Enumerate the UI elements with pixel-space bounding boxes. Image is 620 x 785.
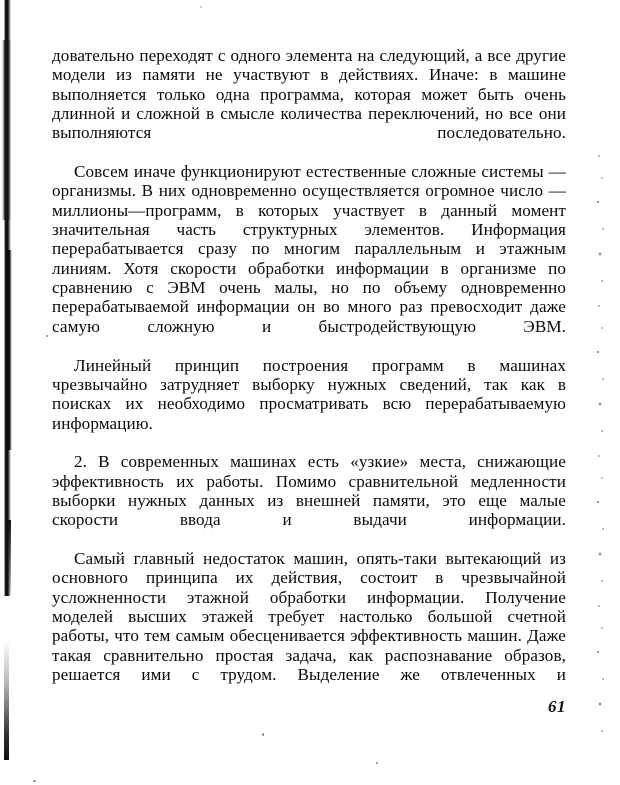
gutter-fade xyxy=(5,520,11,596)
paragraph-5: Самый главный недостаток машин, опять-таки вытекающий из основного принципа их действия, состоит в чрезвычайной усложненности этажной обработки информации. Получение моделей высших этажей требует настолько большой счетной работы, что тем самым обесценивается эффективность машин. Даже такая сравнительно простая задача, как распознавание образов, решается ими с трудом. Выделение же отвлеченных и xyxy=(52,548,566,684)
page-text-block xyxy=(52,46,566,704)
paragraph-4-list-item-2: 2. В современных машинах есть «узкие» места, снижающие эффективность их работы. Помимо сравнительной медленности выборки нужных данных из внешней памяти, это еще малые скорости ввода и выдачи информации. xyxy=(52,452,566,530)
page-number: 61 xyxy=(548,697,566,716)
gutter-band-primary xyxy=(4,0,11,596)
paragraph-1: довательно переходят с одного элемента на следующий, а все другие модели из памяти не участвуют в действиях. Иначе: в машине выполняется только одна программа, которая может быть очень длинной и сложной в смысле количества переключений, но все они выполняются последовательно. xyxy=(52,46,566,143)
gutter-band-secondary xyxy=(2,40,11,220)
scan-speck xyxy=(46,335,48,337)
paragraph-3: Линейный принцип построения программ в машинах чрезвычайно затрудняет выборку нужных сведений, так как в поисках их необходимо просматривать всю перерабатываемую информацию. xyxy=(52,355,566,433)
gutter-band-tertiary xyxy=(6,250,12,450)
scan-speck xyxy=(262,733,264,736)
scan-speck xyxy=(200,6,202,8)
scan-speck xyxy=(33,780,36,782)
paragraph-2: Совсем иначе функционируют естественные сложные системы — организмы. В них одновременно осуществляется огромное число — миллионы—программ, в которых участвует в данный момент значительная часть структурных элементов. Информация перерабатывается сразу по многим параллельным и этажным линиям. Хотя скорости обработки информации в организме по сравнению с ЭВМ очень малы, но по объему одновременно перерабатываемой информации он во много раз превосходит даже самую сложную и быстродействующую ЭВМ. xyxy=(52,162,566,336)
scan-speck xyxy=(376,762,378,764)
page-bleed-through-speckles xyxy=(596,150,606,750)
binding-gutter-shadow xyxy=(0,0,16,596)
